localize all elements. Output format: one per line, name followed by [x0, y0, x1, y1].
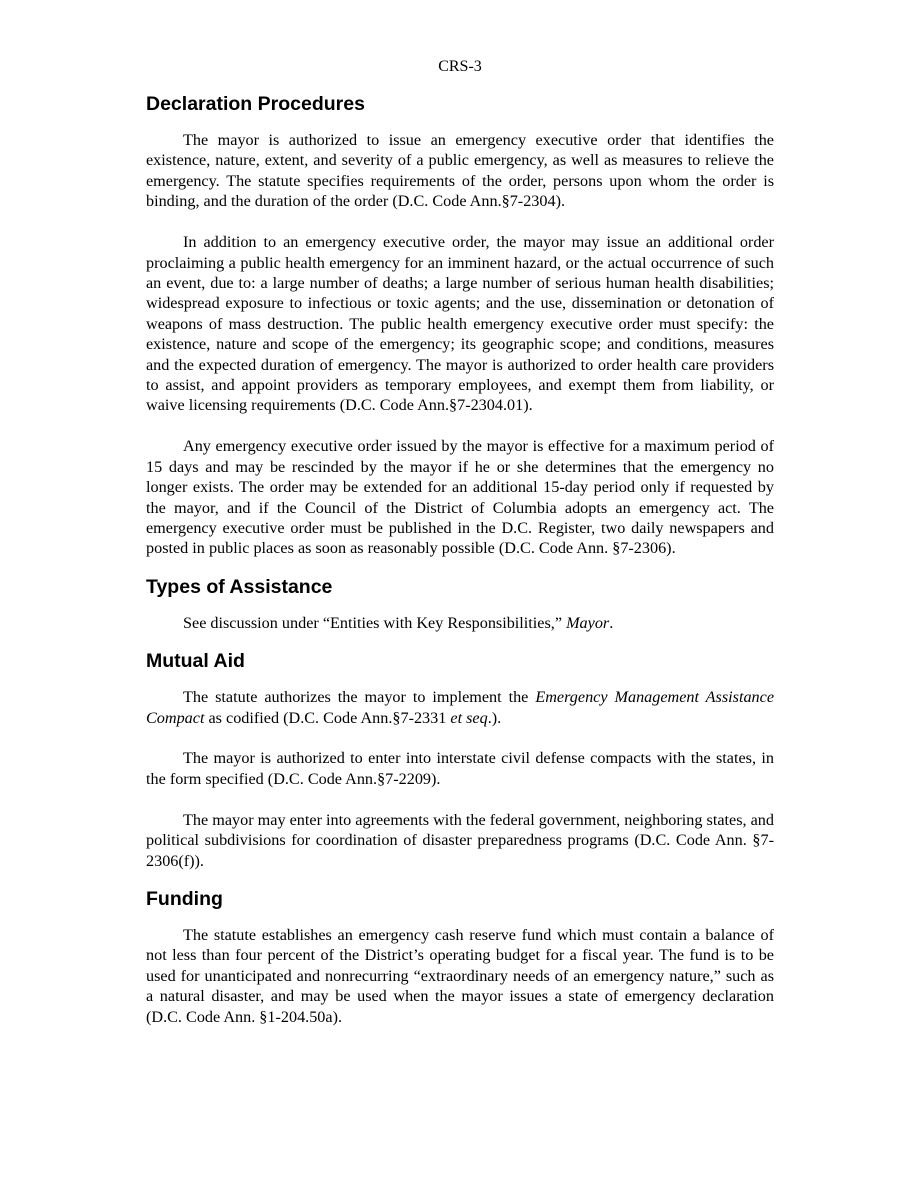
text-run: as codified (D.C. Code Ann.§7-2331: [204, 708, 451, 727]
text-run: .).: [487, 708, 502, 727]
section-heading-types-of-assistance: Types of Assistance: [146, 575, 333, 598]
paragraph: [146, 687, 774, 728]
section-heading-declaration-procedures: Declaration Procedures: [146, 93, 365, 115]
paragraph: The mayor may enter into agreements with the federal government, neighboring states, and political subdivisions for coordination of disaster preparedness programs (D.C. Code Ann. §7-2306(f)).: [146, 810, 774, 870]
paragraph: In addition to an emergency executive order, the mayor may issue an additional order proclaiming a public health emergency for an imminent hazard, or the actual occurrence of such an event, due to: a large number of deaths; a large number of serious human health disabilities; widespread exposure to infectious or toxic agents; and the use, dissemination or detonation of weapons of mass destruction. The public health emergency executive order must specify: the existence, nature and scope of the emergency; its geographic scope; and conditions, measures and the expected duration of emergency. The mayor is authorized to order health care providers to assist, and appoint providers as temporary employees, and exempt them from liability, or waive licensing requirements (D.C. Code Ann.§7-2304.01).: [146, 233, 774, 415]
section-heading-mutual-aid: Mutual Aid: [146, 650, 245, 673]
text-run: .: [609, 613, 614, 632]
italic-text-run: Mayor: [566, 613, 610, 632]
paragraph: The statute establishes an emergency cash reserve fund which must contain a balance of not less than four percent of the District’s operating budget for a fiscal year. The fund is to be used for unanticipated and nonrecurring “extraordinary needs of an emergency nature,” such as a natural disaster, and may be used when the mayor issues a state of emergency declaration (D.C. Code Ann. §1-204.50a).: [146, 925, 774, 1026]
paragraph: The mayor is authorized to enter into interstate civil defense compacts with the states, in the form specified (D.C. Code Ann.§7-2209).: [146, 749, 774, 788]
paragraph: The mayor is authorized to issue an emergency executive order that identifies the existence, nature, extent, and severity of a public emergency, as well as measures to relieve the emergency. The statute specifies requirements of the order, persons upon whom the order is binding, and the duration of the order (D.C. Code Ann.§7-2304).: [146, 131, 774, 211]
document-body: [146, 92, 774, 1027]
italic-text-run: Emergency Management Assistance Compact: [146, 688, 774, 727]
page-number-header: CRS-3: [438, 58, 482, 75]
section-heading-funding: Funding: [146, 887, 223, 910]
paragraph: [146, 613, 774, 633]
paragraph: Any emergency executive order issued by the mayor is effective for a maximum period of 15 days and may be rescinded by the mayor if he or she determines that the emergency no longer exists. The order may be extended for an additional 15-day period only if requested by the mayor, and if the Council of the District of Columbia adopts an emergency act. The emergency executive order must be published in the D.C. Register, two daily newspapers and posted in public places as soon as reasonably possible (D.C. Code Ann. §7-2306).: [146, 437, 774, 558]
text-run: See discussion under “Entities with Key Responsibilities,”: [183, 613, 567, 632]
italic-text-run: et seq: [450, 708, 488, 727]
text-run: The statute authorizes the mayor to implement the: [183, 688, 536, 707]
